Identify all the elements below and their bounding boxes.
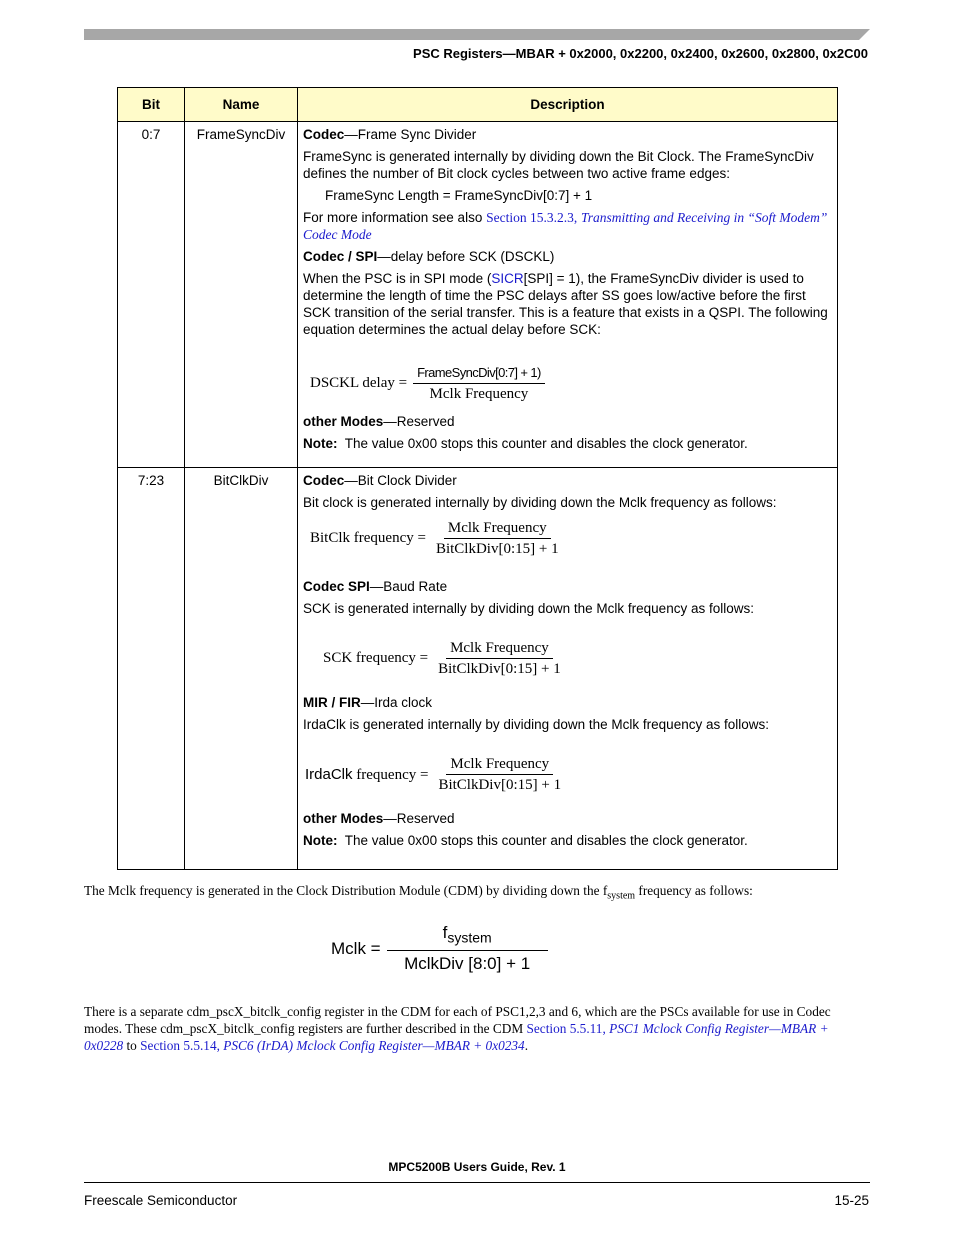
table-header-row [118, 88, 838, 122]
irda-numerator: Mclk Frequency [446, 755, 553, 775]
other-modes-heading: other Modes—Reserved [303, 414, 455, 429]
dsckl-equation: DSCKL delay = $\frac{\text{FrameSyncDiv[0:7] + 1)}}{\text{Mclk Frequency}}$ [310, 364, 832, 403]
mclk-intro-paragraph: The Mclk frequency is generated in the Clock Distribution Module (CDM) by dividing down the $f_{system}$ frequency as follows: [84, 883, 753, 902]
note: Note: The value 0x00 stops this counter and disables the clock generator. [303, 436, 748, 451]
mclk-denominator: MclkDiv [8:0] + 1 [404, 954, 531, 974]
other-modes-heading: other Modes—Reserved [303, 811, 455, 826]
footer-company: Freescale Semiconductor [84, 1193, 238, 1208]
codec-heading: Codec—Bit Clock Divider [303, 473, 457, 488]
column-header-description: Description [298, 88, 838, 122]
codec-text: FrameSync is generated internally by dividing down the Bit Clock. The FrameSyncDiv defines the number of Bit clock cycles between two active frame edges: [303, 149, 814, 181]
page-header-title: PSC Registers—MBAR + 0x2000, 0x2200, 0x2400, 0x2600, 0x2800, 0x2C00 [413, 46, 868, 61]
cell-description [298, 468, 838, 870]
codec-heading: Codec—Frame Sync Divider [303, 127, 477, 142]
footer-divider [84, 1182, 870, 1183]
table-row-bitclkdiv [118, 468, 838, 870]
bitclk-numerator: Mclk Frequency [444, 519, 551, 539]
bitclk-denominator: BitClkDiv[0:15] + 1 [435, 541, 559, 557]
bitclk-equation: BitClk frequency = $\frac{\text{Mclk Frequency}}{\text{BitClkDiv[0:15] + 1}}$ [310, 519, 832, 558]
psc6-mclock-link[interactable]: PSC6 (IrDA) Mclock Config Register—MBAR + 0x0234 [223, 1038, 525, 1053]
sicr-link[interactable]: SICR [491, 271, 524, 286]
cell-bit: 7:23 [118, 468, 185, 870]
column-header-name: Name [185, 88, 298, 122]
spi-heading: Codec SPI—Baud Rate [303, 579, 448, 594]
section-title-link[interactable]: Transmitting and Receiving in “Soft Modem” Codec Mode [303, 210, 828, 242]
dsckl-numerator: FrameSyncDiv[0:7] + 1) [413, 364, 545, 384]
cell-description [298, 122, 838, 468]
note: Note: The value 0x00 stops this counter and disables the clock generator. [303, 833, 748, 848]
sck-numerator: Mclk Frequency [446, 639, 553, 659]
sck-equation: SCK frequency = $\frac{\text{Mclk Frequency}}{\text{BitClkDiv[0:15] + 1}}$ [323, 639, 832, 678]
cell-name: FrameSyncDiv [185, 122, 298, 468]
irda-equation: IrdaClk frequency = $\frac{\text{Mclk Frequency}}{\text{BitClkDiv[0:15] + 1}}$ [305, 755, 832, 794]
more-info-line: For more information see also Section 15.3.2.3, Transmitting and Receiving in “Soft Modem” Codec Mode [303, 210, 828, 242]
spi-text: When the PSC is in SPI mode (SICR[SPI] = 1), the FrameSyncDiv divider is used to determine the length of time the PSC delays after SS goes low/active before the first SCK transition of the serial transfer. This is a feature that exists in a QSPI. The following equation determines the actual delay before SCK: [303, 271, 828, 337]
cell-bit: 0:7 [118, 122, 185, 468]
cell-name: BitClkDiv [185, 468, 298, 870]
mir-text: IrdaClk is generated internally by dividing down the Mclk frequency as follows: [303, 717, 769, 732]
section-5-5-14-link[interactable]: Section 5.5.14, [140, 1038, 220, 1053]
mclk-equation [331, 922, 548, 975]
mir-heading: MIR / FIR—Irda clock [303, 695, 433, 710]
mclk-lhs: Mclk = [331, 938, 381, 958]
header-bar [84, 29, 870, 40]
section-5-5-11-link[interactable]: Section 5.5.11, [526, 1021, 606, 1036]
spi-heading: Codec / SPI—delay before SCK (DSCKL) [303, 249, 555, 264]
register-table [117, 87, 838, 870]
codec-text: Bit clock is generated internally by dividing down the Mclk frequency as follows: [303, 495, 777, 510]
table-row-framesyncdiv [118, 122, 838, 468]
psc1-mclock-link[interactable]: PSC1 Mclock Config Register—MBAR + 0x0228 [84, 1021, 829, 1053]
cdm-paragraph: There is a separate cdm_pscX_bitclk_config register in the CDM for each of PSC1,2,3 and 6, which are the PSCs available for use in Codec modes. These cdm_pscX_bitclk_config registers are further described in the CDM Section 5.5.11, PSC1 Mclock Config Register—MBAR + 0x0228 to Section 5.5.14, PSC6 (IrDA) Mclock Config Register—MBAR + 0x0234. [84, 1004, 831, 1053]
footer-page-number: 15-25 [834, 1193, 869, 1208]
column-header-bit: Bit [118, 88, 185, 122]
dsckl-denominator: Mclk Frequency [429, 386, 529, 402]
footer-guide-title: MPC5200B Users Guide, Rev. 1 [388, 1160, 566, 1174]
mclk-numerator: $f_{system}$ [387, 922, 548, 951]
sck-denominator: BitClkDiv[0:15] + 1 [438, 661, 561, 677]
framesync-length-formula: FrameSync Length = FrameSyncDiv[0:7] + 1 [325, 188, 593, 203]
section-link[interactable]: Section 15.3.2.3, [486, 210, 578, 225]
spi-text: SCK is generated internally by dividing down the Mclk frequency as follows: [303, 601, 754, 616]
irda-denominator: BitClkDiv[0:15] + 1 [438, 777, 562, 793]
